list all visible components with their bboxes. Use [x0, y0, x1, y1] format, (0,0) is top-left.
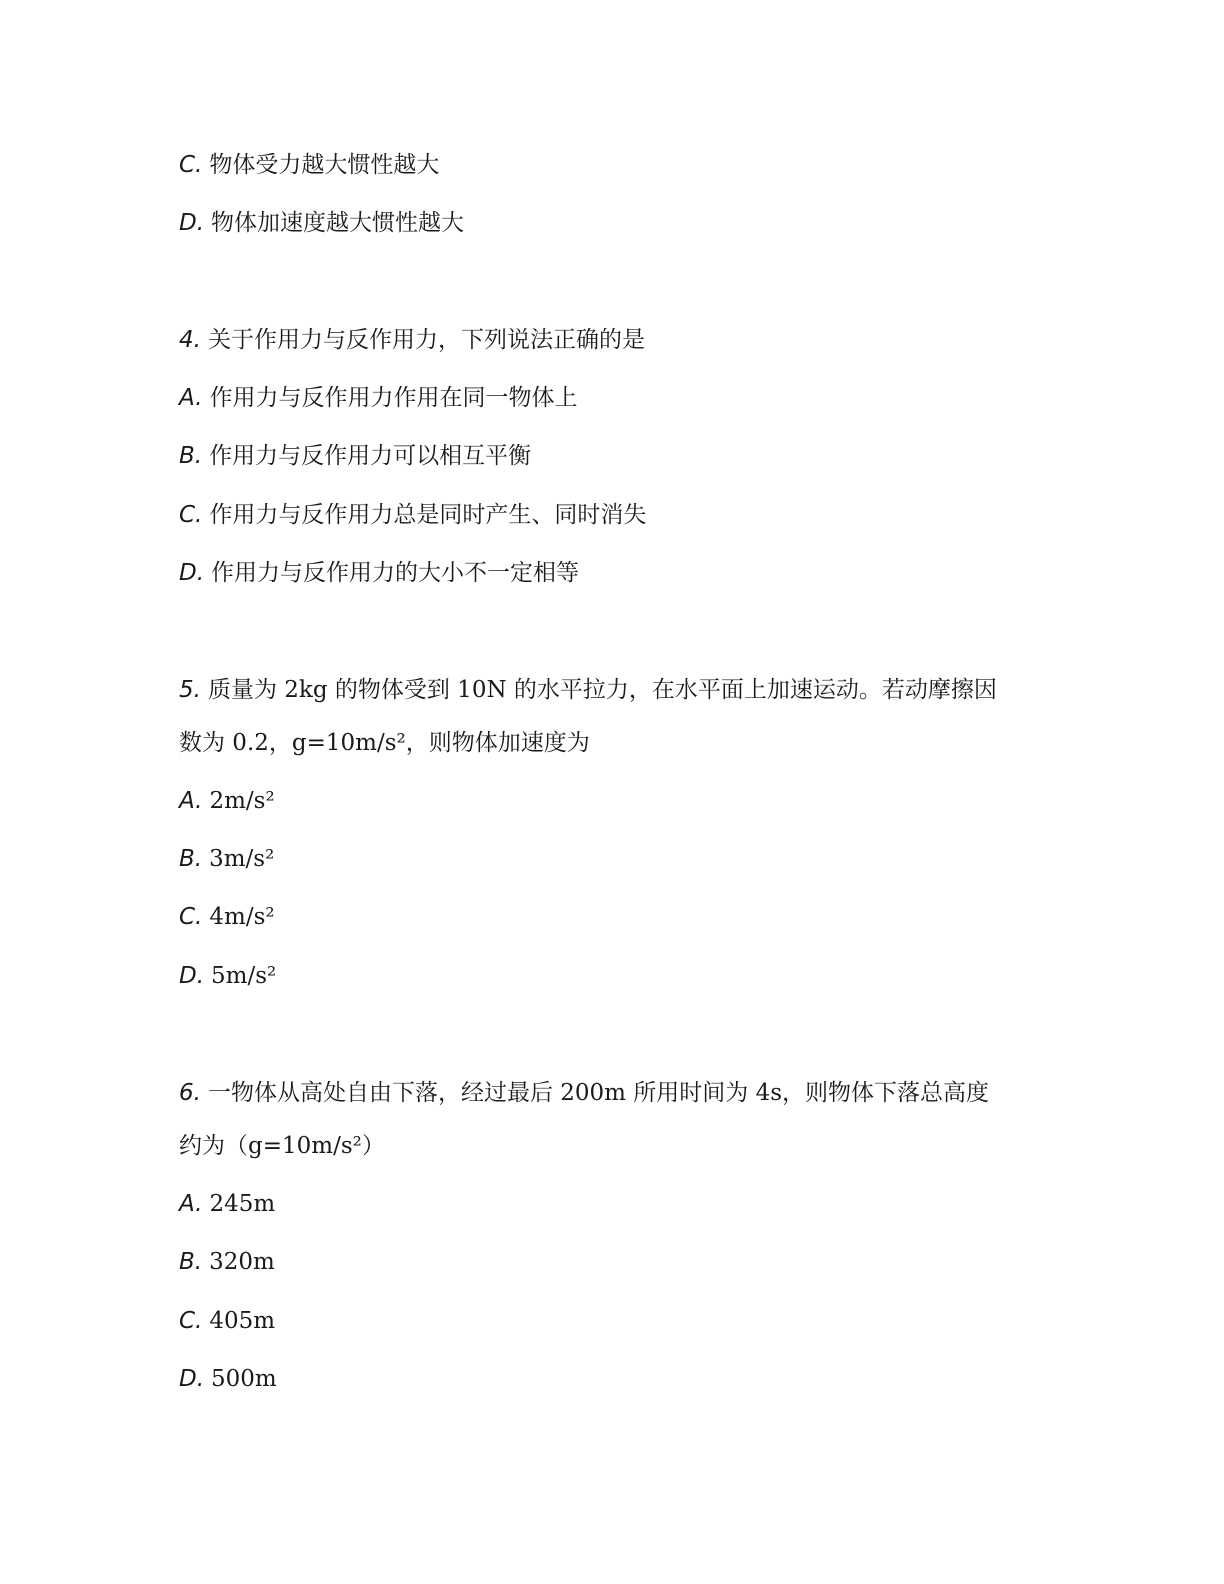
question-text: 关于作用力与反作用力，下列说法正确的是: [207, 327, 645, 353]
option-label: C.: [179, 904, 203, 930]
option-line: [179, 440, 1059, 472]
option-line: [179, 557, 1059, 589]
option-label: B.: [179, 443, 203, 469]
option-text: 物体受力越大惯性越大: [209, 152, 440, 178]
question-text: 一物体从高处自由下落，经过最后 200m 所用时间为 4s，则物体下落总高度: [207, 1080, 990, 1106]
option-line: [179, 1305, 1059, 1337]
option-text: 5m/s²: [211, 963, 277, 989]
question-line: [179, 674, 1059, 706]
option-line: [179, 1188, 1059, 1220]
option-text: 405m: [209, 1308, 276, 1334]
question-number: 4.: [179, 327, 201, 353]
option-line: [179, 901, 1059, 933]
option-text: 作用力与反作用力可以相互平衡: [209, 443, 532, 469]
question-line-continued: [179, 727, 1059, 759]
option-text: 3m/s²: [209, 846, 275, 872]
option-text: 245m: [209, 1191, 276, 1217]
question-text: 质量为 2kg 的物体受到 10N 的水平拉力，在水平面上加速运动。若动摩擦因: [207, 677, 997, 703]
option-line: [179, 960, 1059, 992]
option-line: [179, 499, 1059, 531]
option-text: 物体加速度越大惯性越大: [211, 210, 465, 236]
option-label: B.: [179, 1249, 203, 1275]
option-label: D.: [179, 210, 205, 236]
option-label: D.: [179, 1366, 205, 1392]
option-label: D.: [179, 560, 205, 586]
option-label: A.: [179, 1191, 203, 1217]
question-line-continued: [179, 1130, 1059, 1162]
option-text: 作用力与反作用力总是同时产生、同时消失: [209, 502, 647, 528]
option-line: [179, 1363, 1059, 1395]
option-text: 500m: [211, 1366, 277, 1392]
question-number: 5.: [179, 677, 201, 703]
question-line: [179, 324, 1059, 356]
option-text: 320m: [209, 1249, 275, 1275]
option-line: [179, 149, 1059, 181]
option-line: [179, 843, 1059, 875]
option-line: [179, 1246, 1059, 1278]
option-label: C.: [179, 152, 203, 178]
option-line: [179, 207, 1059, 239]
option-text: 作用力与反作用力作用在同一物体上: [209, 385, 578, 411]
question-number: 6.: [179, 1080, 201, 1106]
option-label: B.: [179, 846, 203, 872]
option-label: C.: [179, 502, 203, 528]
option-line: [179, 785, 1059, 817]
option-text: 2m/s²: [209, 788, 275, 814]
option-text: 4m/s²: [209, 904, 275, 930]
question-line: [179, 1077, 1059, 1109]
option-label: A.: [179, 788, 203, 814]
question-text: 约为（g=10m/s²）: [179, 1133, 385, 1159]
option-label: D.: [179, 963, 205, 989]
question-text: 数为 0.2，g=10m/s²，则物体加速度为: [179, 730, 590, 756]
option-label: A.: [179, 385, 203, 411]
option-label: C.: [179, 1308, 203, 1334]
option-line: [179, 382, 1059, 414]
option-text: 作用力与反作用力的大小不一定相等: [211, 560, 580, 586]
